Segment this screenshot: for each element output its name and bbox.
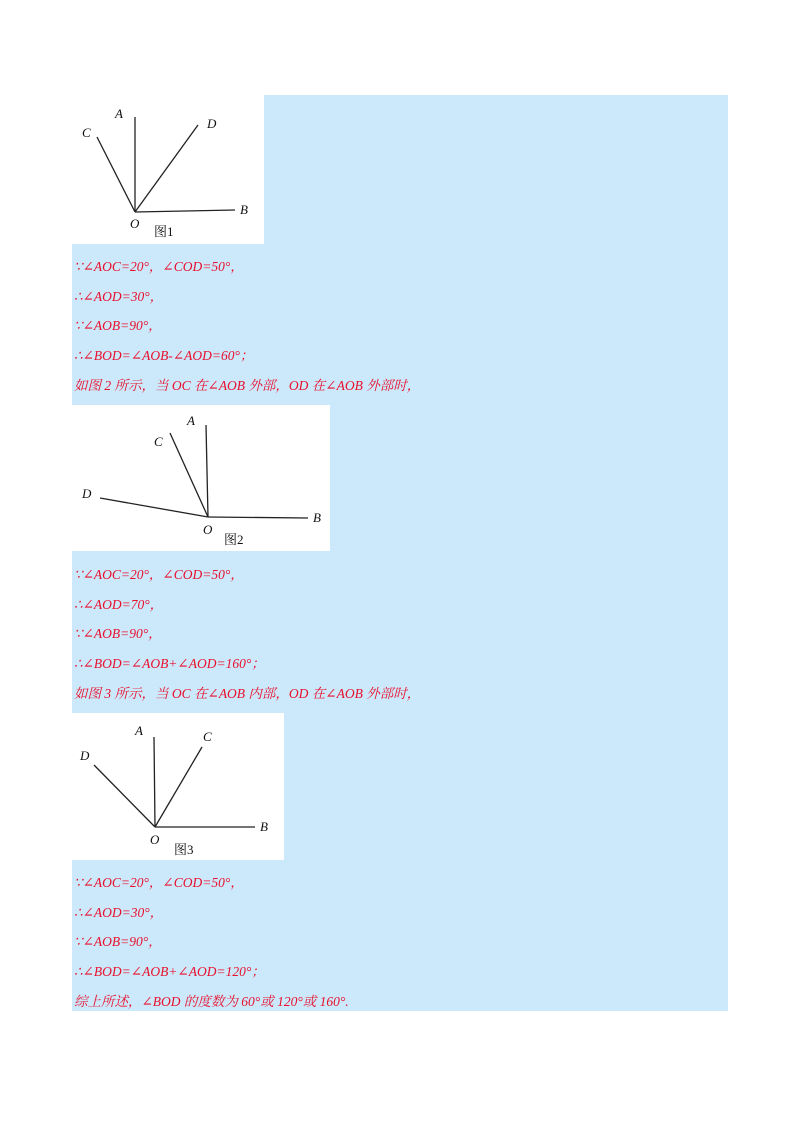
fig2-step-1: ∵∠AOC=20°，∠COD=50°， — [74, 567, 244, 582]
label-b: B — [313, 510, 321, 525]
figure-3 — [72, 713, 284, 860]
label-c: C — [203, 729, 212, 744]
fig2-step-4: ∴∠BOD=∠AOB+∠AOD=160°； — [74, 656, 265, 671]
fig1-step-1: ∵∠AOC=20°，∠COD=50°， — [74, 259, 244, 274]
label-d: D — [80, 748, 90, 763]
fig1-step-2: ∴∠AOD=30°， — [74, 289, 164, 304]
label-o: O — [203, 522, 213, 537]
figure-3-caption: 图3 — [174, 842, 194, 857]
label-a: A — [187, 413, 195, 428]
label-a: A — [135, 723, 143, 738]
fig3-step-2: ∴∠AOD=30°， — [74, 905, 164, 920]
fig1-step-3: ∵∠AOB=90°， — [74, 318, 162, 333]
fig3-step-1: ∵∠AOC=20°，∠COD=50°， — [74, 875, 244, 890]
label-c: C — [154, 434, 163, 449]
label-c: C — [82, 125, 91, 140]
label-d: D — [82, 486, 92, 501]
figure-1-caption: 图1 — [154, 224, 174, 239]
figure-1 — [72, 95, 264, 244]
label-a: A — [115, 106, 123, 121]
label-d: D — [207, 116, 217, 131]
label-b: B — [260, 819, 268, 834]
label-o: O — [130, 216, 140, 231]
fig2-step-2: ∴∠AOD=70°， — [74, 597, 164, 612]
label-b: B — [240, 202, 248, 217]
label-o: O — [150, 832, 160, 847]
figure-2-caption: 图2 — [224, 532, 244, 547]
figure-2 — [72, 405, 330, 551]
case-3-text: 如图 3 所示，当 OC 在∠AOB 内部，OD 在∠AOB 外部时， — [74, 686, 421, 701]
fig3-step-4: ∴∠BOD=∠AOB+∠AOD=120°； — [74, 964, 265, 979]
fig1-step-4: ∴∠BOD=∠AOB-∠AOD=60°； — [74, 348, 254, 363]
fig2-step-3: ∵∠AOB=90°， — [74, 626, 162, 641]
case-2-text: 如图 2 所示，当 OC 在∠AOB 外部，OD 在∠AOB 外部时， — [74, 378, 421, 393]
conclusion-text: 综上所述，∠BOD 的度数为 60°或 120°或 160°. — [74, 994, 349, 1009]
fig3-step-3: ∵∠AOB=90°， — [74, 934, 162, 949]
